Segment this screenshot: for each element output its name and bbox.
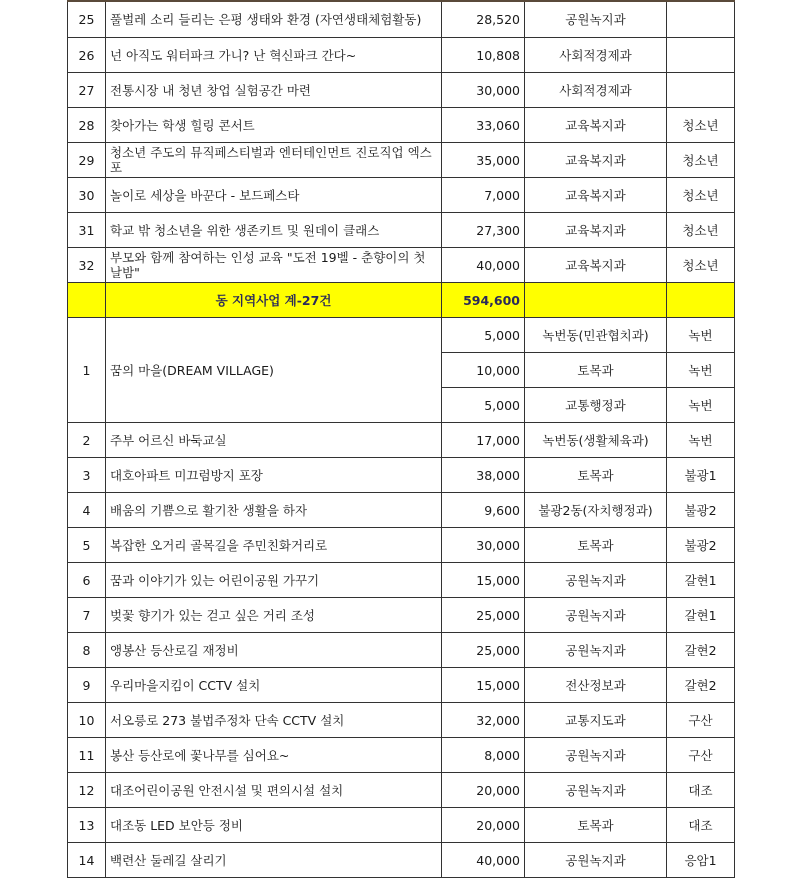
total-dong [667,283,735,318]
dong: 갈현1 [667,563,735,598]
row-number: 1 [68,318,106,423]
amount: 32,000 [442,703,525,738]
amount: 9,600 [442,493,525,528]
project-name: 청소년 주도의 뮤직페스티벌과 엔터테인먼트 진로직업 엑스포 [106,143,442,178]
amount: 27,300 [442,213,525,248]
dong: 구산 [667,738,735,773]
row-number: 30 [68,178,106,213]
table-row [68,738,735,773]
dong [667,38,735,73]
project-name: 대조어린이공원 안전시설 및 편의시설 설치 [106,773,442,808]
department: 사회적경제과 [525,38,667,73]
dong: 청소년 [667,108,735,143]
table-row [68,563,735,598]
department: 전산정보과 [525,668,667,703]
department: 공원녹지과 [525,1,667,38]
amount: 25,000 [442,633,525,668]
dong: 불광2 [667,528,735,563]
table-row [68,1,735,38]
dong: 갈현2 [667,633,735,668]
department: 토목과 [525,528,667,563]
dong [667,1,735,38]
table-row [68,633,735,668]
row-number: 2 [68,423,106,458]
table-row [68,808,735,843]
dong: 녹번 [667,388,735,423]
table-row [68,843,735,878]
department: 교육복지과 [525,108,667,143]
department: 교육복지과 [525,143,667,178]
project-name: 꿈의 마을(DREAM VILLAGE) [106,318,442,423]
table-row [68,178,735,213]
amount: 33,060 [442,108,525,143]
project-name: 주부 어르신 바둑교실 [106,423,442,458]
total-row-number [68,283,106,318]
amount: 40,000 [442,248,525,283]
table-row [68,143,735,178]
dong: 청소년 [667,213,735,248]
row-number: 28 [68,108,106,143]
project-name: 서오릉로 273 불법주정차 단속 CCTV 설치 [106,703,442,738]
amount: 10,000 [442,353,525,388]
table-row [68,773,735,808]
project-name: 벚꽃 향기가 있는 걷고 싶은 거리 조성 [106,598,442,633]
dong: 청소년 [667,248,735,283]
dong: 녹번 [667,353,735,388]
table-row [68,493,735,528]
table-row [68,73,735,108]
amount: 35,000 [442,143,525,178]
project-name: 전통시장 내 청년 창업 실험공간 마련 [106,73,442,108]
table-row [68,213,735,248]
row-number: 8 [68,633,106,668]
row-number: 27 [68,73,106,108]
row-number: 29 [68,143,106,178]
amount: 15,000 [442,563,525,598]
department: 사회적경제과 [525,73,667,108]
table-row [68,703,735,738]
total-label: 동 지역사업 계-27건 [106,283,442,318]
amount: 30,000 [442,73,525,108]
department: 토목과 [525,808,667,843]
table-row [68,38,735,73]
budget-table [67,0,735,878]
project-name: 앵봉산 등산로길 재정비 [106,633,442,668]
table-row [68,528,735,563]
department: 토목과 [525,353,667,388]
amount: 7,000 [442,178,525,213]
dong: 불광1 [667,458,735,493]
amount: 5,000 [442,388,525,423]
table-row [68,458,735,493]
dong: 불광2 [667,493,735,528]
row-number: 31 [68,213,106,248]
amount: 8,000 [442,738,525,773]
department: 교통지도과 [525,703,667,738]
project-name: 봉산 등산로에 꽃나무를 심어요~ [106,738,442,773]
row-number: 13 [68,808,106,843]
project-name: 배움의 기쁨으로 활기찬 생활을 하자 [106,493,442,528]
row-number: 4 [68,493,106,528]
amount: 10,808 [442,38,525,73]
dong: 대조 [667,808,735,843]
project-name: 찾아가는 학생 힐링 콘서트 [106,108,442,143]
amount: 15,000 [442,668,525,703]
row-number: 5 [68,528,106,563]
department: 불광2동(자치행정과) [525,493,667,528]
dong: 청소년 [667,178,735,213]
row-number: 11 [68,738,106,773]
table-row [68,248,735,283]
amount: 30,000 [442,528,525,563]
project-name: 꿈과 이야기가 있는 어린이공원 가꾸기 [106,563,442,598]
department: 공원녹지과 [525,843,667,878]
project-name: 넌 아직도 워터파크 가니? 난 혁신파크 간다~ [106,38,442,73]
department: 공원녹지과 [525,738,667,773]
department: 녹번동(민관협치과) [525,318,667,353]
project-name: 대호아파트 미끄럼방지 포장 [106,458,442,493]
row-number: 9 [68,668,106,703]
amount: 28,520 [442,1,525,38]
table-row [68,668,735,703]
department: 토목과 [525,458,667,493]
dong [667,73,735,108]
dong: 갈현1 [667,598,735,633]
row-number: 12 [68,773,106,808]
amount: 40,000 [442,843,525,878]
table-row-merged [68,318,735,353]
row-number: 25 [68,1,106,38]
row-number: 32 [68,248,106,283]
project-name: 학교 밖 청소년을 위한 생존키트 및 원데이 클래스 [106,213,442,248]
department: 공원녹지과 [525,633,667,668]
row-number: 3 [68,458,106,493]
department: 교육복지과 [525,213,667,248]
amount: 38,000 [442,458,525,493]
project-name: 놀이로 세상을 바꾼다 - 보드페스타 [106,178,442,213]
amount: 20,000 [442,773,525,808]
total-row [68,283,735,318]
row-number: 7 [68,598,106,633]
row-number: 6 [68,563,106,598]
amount: 20,000 [442,808,525,843]
project-name: 대조동 LED 보안등 정비 [106,808,442,843]
department: 교육복지과 [525,248,667,283]
amount: 5,000 [442,318,525,353]
department: 교통행정과 [525,388,667,423]
dong: 녹번 [667,318,735,353]
dong: 구산 [667,703,735,738]
total-amount: 594,600 [442,283,525,318]
department: 공원녹지과 [525,773,667,808]
table-row [68,108,735,143]
department: 공원녹지과 [525,598,667,633]
table-row [68,423,735,458]
project-name: 우리마을지킴이 CCTV 설치 [106,668,442,703]
dong: 청소년 [667,143,735,178]
project-name: 풀벌레 소리 들리는 은평 생태와 환경 (자연생태체험활동) [106,1,442,38]
dong: 응암1 [667,843,735,878]
project-name: 복잡한 오거리 골목길을 주민친화거리로 [106,528,442,563]
department: 교육복지과 [525,178,667,213]
department: 녹번동(생활체육과) [525,423,667,458]
dong: 갈현2 [667,668,735,703]
dong: 대조 [667,773,735,808]
project-name: 백련산 둘레길 살리기 [106,843,442,878]
table-row [68,598,735,633]
amount: 25,000 [442,598,525,633]
row-number: 10 [68,703,106,738]
row-number: 26 [68,38,106,73]
amount: 17,000 [442,423,525,458]
row-number: 14 [68,843,106,878]
dong: 녹번 [667,423,735,458]
total-department [525,283,667,318]
project-name: 부모와 함께 참여하는 인성 교육 "도전 19벨 - 춘향이의 첫날밤" [106,248,442,283]
department: 공원녹지과 [525,563,667,598]
